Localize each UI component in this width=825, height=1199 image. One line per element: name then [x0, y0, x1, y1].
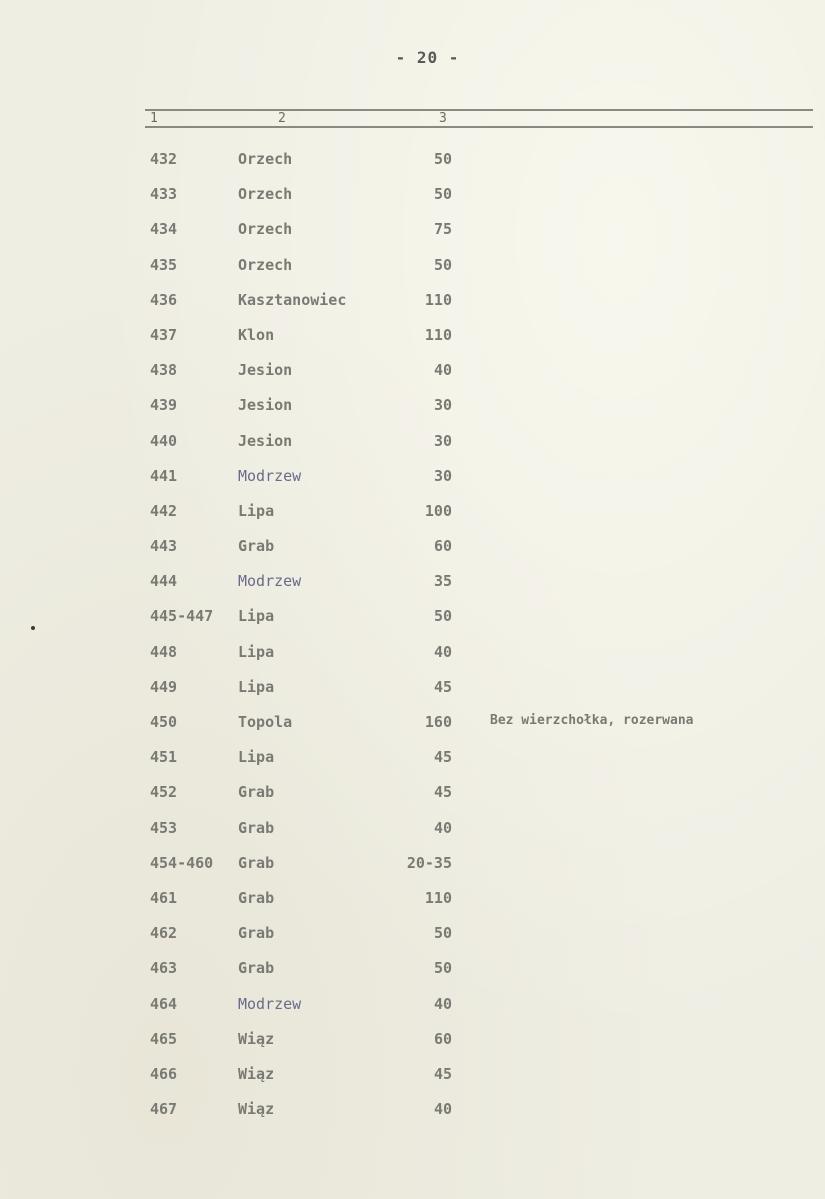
- tree-number: 466: [150, 1064, 178, 1083]
- tree-species: Grab: [238, 818, 275, 837]
- table-row: [0, 210, 825, 245]
- tree-size: 50: [433, 924, 452, 943]
- tree-number: 441: [150, 466, 178, 485]
- tree-number: 450: [150, 713, 178, 731]
- tree-species: Lipa: [238, 642, 275, 661]
- tree-size: 40: [433, 1100, 452, 1119]
- tree-species: Wiąz: [238, 1029, 275, 1048]
- tree-species: Topola: [238, 713, 293, 731]
- tree-species: Orzech: [238, 255, 293, 274]
- tree-number: 462: [150, 924, 178, 943]
- table-row: [0, 773, 825, 808]
- table-row: [0, 809, 825, 844]
- paper-speck: [31, 626, 35, 630]
- tree-size: 20-35: [406, 853, 452, 872]
- tree-size: 60: [433, 1029, 452, 1048]
- table-row: [0, 316, 825, 351]
- table-row: [0, 386, 825, 421]
- tree-species: Grab: [238, 783, 275, 802]
- tree-number: 461: [150, 888, 178, 907]
- table-row: [0, 879, 825, 914]
- table-row: [0, 738, 825, 773]
- tree-note: Bez wierzchołka, rozerwana: [490, 713, 694, 728]
- tree-number: 442: [150, 501, 178, 520]
- tree-species: Lipa: [238, 501, 275, 520]
- tree-number: 439: [150, 396, 178, 415]
- table-row: [0, 140, 825, 175]
- tree-species: Lipa: [238, 677, 275, 696]
- tree-number: 449: [150, 677, 178, 696]
- table-row: [0, 1090, 825, 1125]
- table-row: [0, 949, 825, 984]
- tree-size: 30: [433, 466, 452, 485]
- tree-species: Modrzew: [238, 466, 302, 485]
- tree-size: 45: [433, 783, 452, 802]
- tree-size: 50: [433, 959, 452, 978]
- table-row: [0, 175, 825, 210]
- table-row: [0, 527, 825, 562]
- table-row: [0, 351, 825, 386]
- tree-size: 35: [433, 572, 452, 591]
- tree-species: Klon: [238, 325, 275, 344]
- tree-size: 60: [433, 537, 452, 556]
- tree-size: 30: [433, 431, 452, 450]
- tree-size: 40: [433, 642, 452, 661]
- tree-number: 444: [150, 572, 178, 591]
- tree-number: 445-447: [150, 607, 214, 626]
- table-row: [0, 633, 825, 668]
- tree-number: 464: [150, 994, 178, 1013]
- tree-species: Jesion: [238, 396, 293, 415]
- tree-species: Modrzew: [238, 572, 302, 591]
- tree-species: Grab: [238, 888, 275, 907]
- tree-number: 467: [150, 1100, 178, 1119]
- tree-species: Modrzew: [238, 994, 302, 1013]
- tree-number: 433: [150, 185, 178, 204]
- tree-number: 432: [150, 150, 178, 168]
- page-number: - 20 -: [395, 48, 460, 67]
- tree-size: 45: [433, 1064, 452, 1083]
- tree-number: 438: [150, 361, 178, 380]
- tree-number: 436: [150, 290, 178, 309]
- tree-size: 75: [433, 220, 452, 239]
- column-header-2: 2: [278, 111, 286, 126]
- tree-number: 451: [150, 748, 178, 767]
- tree-size: 100: [424, 501, 452, 520]
- tree-number: 437: [150, 325, 178, 344]
- tree-size: 45: [433, 677, 452, 696]
- column-header-1: 1: [150, 111, 158, 126]
- table-row: [0, 1055, 825, 1090]
- tree-number: 443: [150, 537, 178, 556]
- tree-species: Grab: [238, 853, 275, 872]
- table-row: [0, 281, 825, 316]
- table-row: [0, 457, 825, 492]
- tree-species: Wiąz: [238, 1064, 275, 1083]
- tree-species: Grab: [238, 537, 275, 556]
- table-row: [0, 668, 825, 703]
- table-row: [0, 246, 825, 281]
- tree-size: 110: [424, 325, 452, 344]
- table-row: [0, 703, 825, 738]
- tree-species: Wiąz: [238, 1100, 275, 1119]
- tree-number: 465: [150, 1029, 178, 1048]
- table-row: [0, 562, 825, 597]
- column-headers: [0, 111, 825, 127]
- tree-size: 40: [433, 361, 452, 380]
- tree-size: 50: [433, 607, 452, 626]
- tree-species: Grab: [238, 924, 275, 943]
- table-row: [0, 492, 825, 527]
- tree-size: 40: [433, 818, 452, 837]
- tree-size: 110: [424, 888, 452, 907]
- tree-species: Lipa: [238, 607, 275, 626]
- tree-size: 50: [433, 150, 452, 168]
- column-header-3: 3: [439, 111, 447, 126]
- tree-size: 160: [424, 713, 452, 731]
- tree-size: 40: [433, 994, 452, 1013]
- tree-number: 454-460: [150, 853, 214, 872]
- tree-number: 453: [150, 818, 178, 837]
- table-row: [0, 1020, 825, 1055]
- tree-number: 463: [150, 959, 178, 978]
- tree-species: Orzech: [238, 220, 293, 239]
- tree-species: Orzech: [238, 150, 293, 168]
- table-row: [0, 844, 825, 879]
- tree-size: 110: [424, 290, 452, 309]
- tree-species: Jesion: [238, 431, 293, 450]
- tree-number: 435: [150, 255, 178, 274]
- tree-number: 452: [150, 783, 178, 802]
- tree-species: Grab: [238, 959, 275, 978]
- table-header-rule: [145, 126, 813, 128]
- tree-number: 440: [150, 431, 178, 450]
- table-row: [0, 985, 825, 1020]
- tree-size: 50: [433, 185, 452, 204]
- tree-size: 50: [433, 255, 452, 274]
- tree-species: Lipa: [238, 748, 275, 767]
- tree-species: Orzech: [238, 185, 293, 204]
- table-row: [0, 914, 825, 949]
- tree-number: 448: [150, 642, 178, 661]
- tree-species: Jesion: [238, 361, 293, 380]
- tree-species: Kasztanowiec: [238, 290, 347, 309]
- tree-table: [0, 140, 825, 1125]
- table-row: [0, 597, 825, 632]
- tree-size: 45: [433, 748, 452, 767]
- table-row: [0, 422, 825, 457]
- tree-size: 30: [433, 396, 452, 415]
- tree-number: 434: [150, 220, 178, 239]
